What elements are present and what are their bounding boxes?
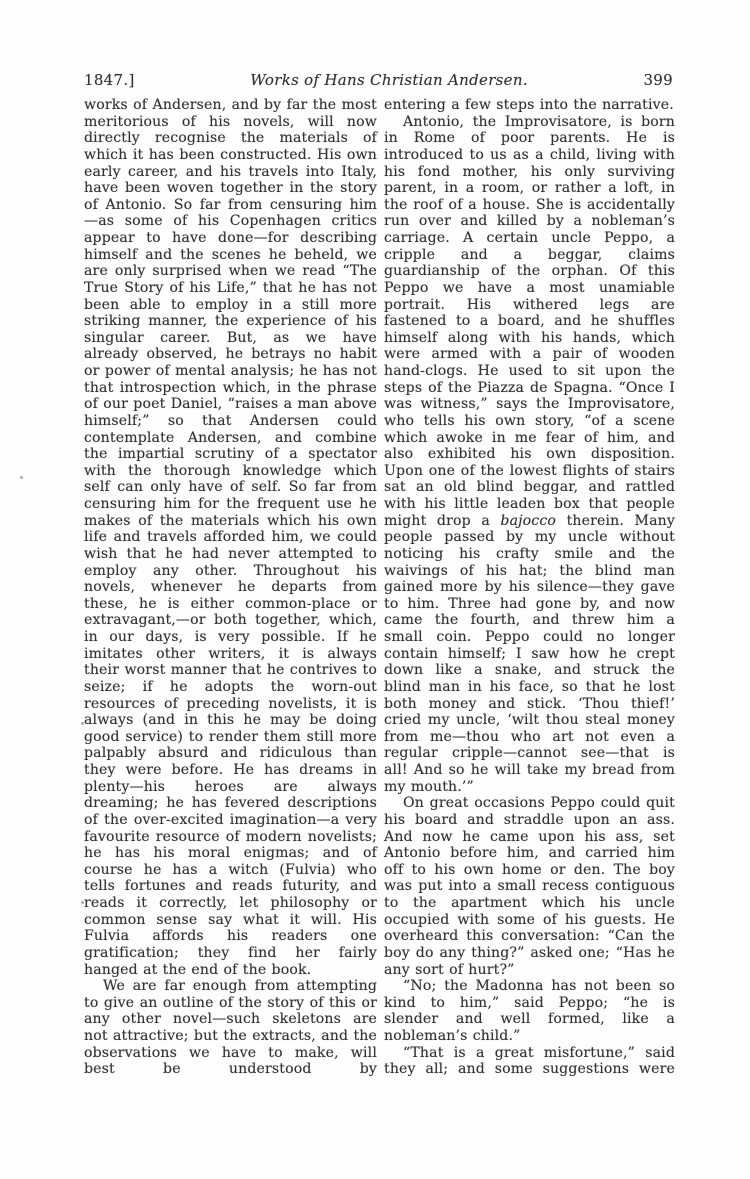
paragraph xyxy=(384,978,675,1045)
header-page-number: 399 xyxy=(643,71,673,89)
paragraph xyxy=(384,1045,675,1078)
text-run: Antonio, the Improvisatore, is born in Rome of poor parents. He is introduced to us as a child, living with his fond mother, his only surviving parent, in a room, or rather a loft, in the roof of a house. She is accidentally run over and killed by a nobleman’s carriage. A certain uncle Peppo, a cripple and a beggar, claims guardianship of the orphan. Of this Peppo we have a most unamiable portrait. His withered legs are fastened to a board, and he shuffles himself along with his hands, which were armed with a pair of wooden hand-clogs. He used to sit upon the steps of the Piazza de Spagna. “Once I was witness,” says the Improvisatore, who tells his own story, “of a scene which awoke in me fear of him, and also exhibited his own disposition. Upon one of the lowest flights of stairs sat an old blind beggar, and rattled with his little leaden box that people might drop a xyxy=(384,113,675,529)
paragraph xyxy=(384,795,675,978)
ink-speck xyxy=(81,901,84,904)
paragraph xyxy=(84,978,377,1078)
header-title: Works of Hans Christian Andersen. xyxy=(250,71,528,89)
text-column-right xyxy=(384,97,675,1078)
text-run: On great occasions Peppo could quit his board and straddle upon an ass. And now he came upon his ass, set Antonio before him, and carried him off to his own home or den. The boy was put into a small recess contiguous to the apartment which his uncle occupied with some of his guests. He overheard this conversation: “Can the boy do any thing?” asked one; “Has he any sort of hurt?” xyxy=(384,795,675,978)
text-column-left xyxy=(84,97,377,1078)
text-run: works of Andersen, and by far the most meritorious of his novels, will now directly recognise the materials of which it has been constructed. His own early career, and his travels into Italy, have been woven together in the story of Antonio. So far from censuring him—as some of his Copenhagen critics appear to have done—for describing himself and the scenes he beheld, we are only surprised when we read “The True Story of his Life,” that he has not been able to employ in a still more striking manner, the experience of his singular career. But, as we have already observed, he betrays no habit or power of mental analysis; he has not that introspection which, in the phrase of our poet Daniel, “raises a man above himself;” so that Andersen could contemplate Andersen, and combine the impartial scrutiny of a spectator with the thorough knowledge which self can only have of self. So far from censuring him for the frequent use he makes of the materials which his own life and travels afforded him, we could wish that he had never attempted to employ any other. Throughout his novels, whenever he departs from these, he is either common-place or extravagant,—or both together, which, in our days, is very possible. If he imitates other writers, it is always their worst manner that he contrives to seize; if he adopts the worn-out resources of preceding novelists, it is always (and in this he may be doing good service) to render them still more palpably absurd and ridiculous than they were before. He has dreams in plenty—his heroes are always dreaming; he has fevered descriptions of the over-excited imagination—a very favourite resource of modern novelists; he has his moral enigmas; and of course he has a witch (Fulvia) who tells fortunes and reads futurity, and reads it correctly, let philosophy or common sense say what it will. His Fulvia affords his readers one gratification; they find her fairly hanged at the end of the book. xyxy=(84,97,377,978)
paragraph xyxy=(384,97,675,114)
italic-text: bajocco xyxy=(500,512,557,529)
ink-speck xyxy=(20,476,23,479)
paragraph xyxy=(384,114,675,796)
text-run: entering a few steps into the narrative. xyxy=(384,97,674,113)
text-run: We are far enough from attempting to give an outline of the story of this or any other novel—such skeletons are not attractive; but the extracts, and the observations we have to make, will best be understood by xyxy=(84,978,377,1078)
text-run: “No; the Madonna has not been so kind to him,” said Peppo; “he is slender and well formed, like a nobleman’s child.” xyxy=(384,978,675,1044)
header-date: 1847.] xyxy=(84,71,135,89)
running-head xyxy=(84,71,673,89)
text-run: “That is a great misfortune,” said they all; and some suggestions were xyxy=(384,1044,675,1078)
ink-speck xyxy=(81,722,84,725)
paragraph xyxy=(84,97,377,978)
text-run: therein. Many people passed by my uncle without noticing his crafty smile and the waivings of his hat; the blind man gained more by his silence—they gave to him. Three had gone by, and now came the fourth, and threw him a small coin. Peppo could no longer contain himself; I saw how he crept down like a snake, and struck the blind man in his face, so that he lost both money and stick. ‘Thou thief!’ cried my uncle, ‘wilt thou steal money from me—thou who art not even a regular cripple—cannot see—that is all! And so he will take my bread from my mouth.’” xyxy=(384,512,675,795)
